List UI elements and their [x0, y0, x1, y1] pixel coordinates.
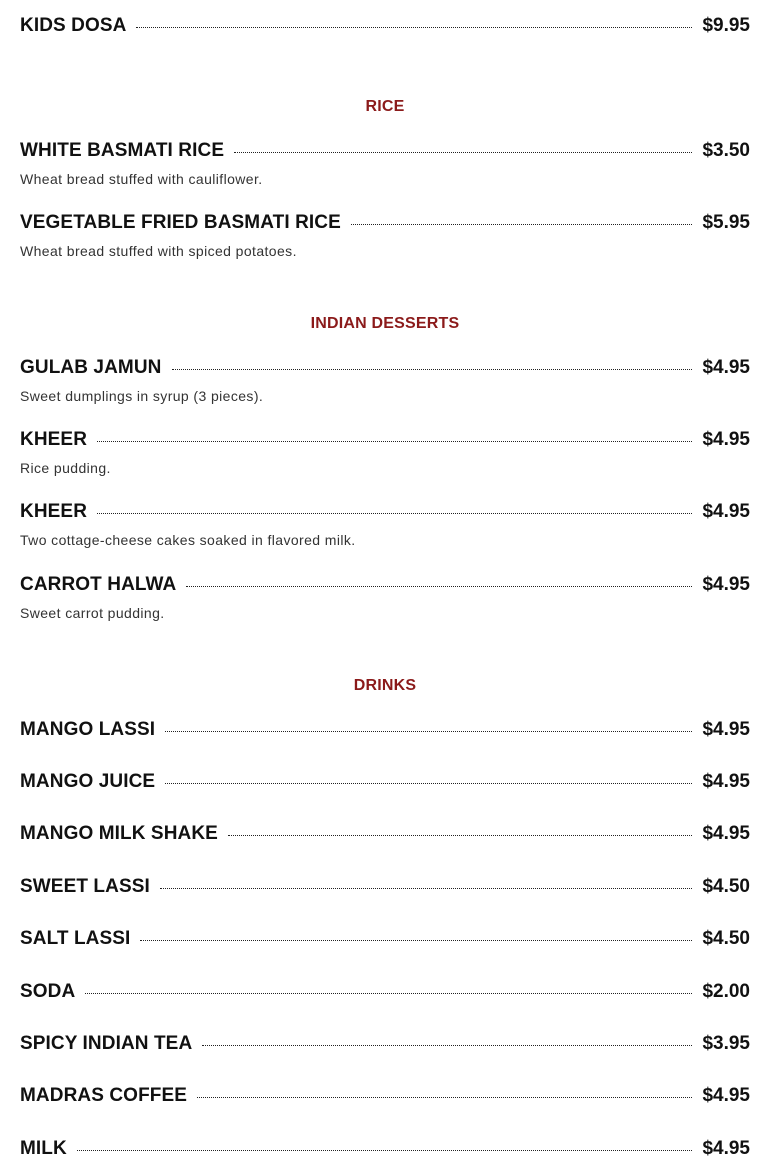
dotted-leader	[202, 1045, 692, 1046]
item-name: WHITE BASMATI RICE	[20, 140, 225, 161]
dotted-leader	[97, 441, 692, 442]
item-price: $4.50	[702, 876, 750, 897]
dotted-leader	[165, 783, 692, 784]
menu-item-row	[20, 1031, 750, 1057]
menu-item-row	[20, 572, 750, 598]
item-description: Rice pudding.	[20, 460, 111, 476]
menu-item-milk	[20, 1136, 750, 1162]
item-price: $4.95	[702, 1085, 750, 1106]
item-price: $4.95	[702, 357, 750, 378]
item-description: Sweet dumplings in syrup (3 pieces).	[20, 388, 264, 404]
menu-item-gulab-jamun	[20, 355, 750, 404]
item-price: $2.00	[702, 981, 750, 1002]
dotted-leader	[197, 1097, 692, 1098]
menu-item-row	[20, 210, 750, 236]
menu-item-row	[20, 499, 750, 525]
item-name: SODA	[20, 981, 76, 1002]
item-price: $9.95	[702, 15, 750, 36]
dotted-leader	[228, 835, 693, 836]
item-price: $4.95	[702, 719, 750, 740]
dotted-leader	[136, 27, 692, 28]
menu-item-vegetable-fried-basmati-rice	[20, 210, 750, 259]
item-name: MANGO LASSI	[20, 719, 156, 740]
item-description: Sweet carrot pudding.	[20, 605, 165, 621]
dotted-leader	[160, 888, 693, 889]
menu-item-row	[20, 769, 750, 795]
menu-item-kheer-2	[20, 499, 750, 548]
dotted-leader	[165, 731, 692, 732]
menu-item-salt-lassi	[20, 926, 750, 952]
item-name: SPICY INDIAN TEA	[20, 1033, 193, 1054]
item-price: $4.95	[702, 823, 750, 844]
dotted-leader	[97, 513, 692, 514]
item-price: $3.95	[702, 1033, 750, 1054]
menu-item-mango-lassi	[20, 717, 750, 743]
item-name: SWEET LASSI	[20, 876, 150, 897]
menu-item-spicy-indian-tea	[20, 1031, 750, 1057]
dotted-leader	[85, 993, 692, 994]
item-name: VEGETABLE FRIED BASMATI RICE	[20, 212, 341, 233]
item-price: $4.95	[702, 1138, 750, 1159]
dotted-leader	[186, 586, 692, 587]
menu-item-white-basmati-rice	[20, 138, 750, 187]
menu-item-row	[20, 138, 750, 164]
section-heading-drinks: DRINKS	[353, 677, 417, 694]
dotted-leader	[234, 152, 692, 153]
menu-item-row	[20, 1136, 750, 1162]
item-name: CARROT HALWA	[20, 574, 177, 595]
menu-item-row	[20, 717, 750, 743]
dotted-leader	[77, 1150, 693, 1151]
item-name: KIDS DOSA	[20, 15, 127, 36]
item-description: Wheat bread stuffed with cauliflower.	[20, 171, 263, 187]
item-name: SALT LASSI	[20, 928, 131, 949]
item-price: $4.95	[702, 429, 750, 450]
item-name: KHEER	[20, 501, 88, 522]
menu-item-madras-coffee	[20, 1083, 750, 1109]
dotted-leader	[172, 369, 693, 370]
menu-item-mango-juice	[20, 769, 750, 795]
item-name: MILK	[20, 1138, 67, 1159]
menu-item-row	[20, 874, 750, 900]
dotted-leader	[140, 940, 692, 941]
item-name: KHEER	[20, 429, 88, 450]
menu-item-kheer	[20, 427, 750, 476]
item-price: $3.50	[702, 140, 750, 161]
menu-item-row	[20, 355, 750, 381]
item-price: $4.95	[702, 574, 750, 595]
section-heading-indian-desserts: INDIAN DESSERTS	[310, 315, 460, 332]
item-price: $4.95	[702, 771, 750, 792]
item-price: $4.50	[702, 928, 750, 949]
dotted-leader	[351, 224, 693, 225]
item-description: Wheat bread stuffed with spiced potatoes.	[20, 243, 297, 259]
item-price: $4.95	[702, 501, 750, 522]
item-name: MADRAS COFFEE	[20, 1085, 188, 1106]
menu-item-row	[20, 13, 750, 39]
menu-item-row	[20, 1083, 750, 1109]
item-name: GULAB JAMUN	[20, 357, 162, 378]
menu-item-sweet-lassi	[20, 874, 750, 900]
menu-item-kids-dosa	[20, 13, 750, 39]
item-price: $5.95	[702, 212, 750, 233]
item-name: MANGO JUICE	[20, 771, 156, 792]
menu-item-row	[20, 427, 750, 453]
menu-item-row	[20, 821, 750, 847]
menu-item-row	[20, 979, 750, 1005]
menu-item-carrot-halwa	[20, 572, 750, 621]
menu-item-mango-milk-shake	[20, 821, 750, 847]
menu-item-row	[20, 926, 750, 952]
section-heading-rice: RICE	[365, 98, 405, 115]
menu-item-soda	[20, 979, 750, 1005]
item-description: Two cottage-cheese cakes soaked in flavored milk.	[20, 532, 356, 548]
item-name: MANGO MILK SHAKE	[20, 823, 218, 844]
